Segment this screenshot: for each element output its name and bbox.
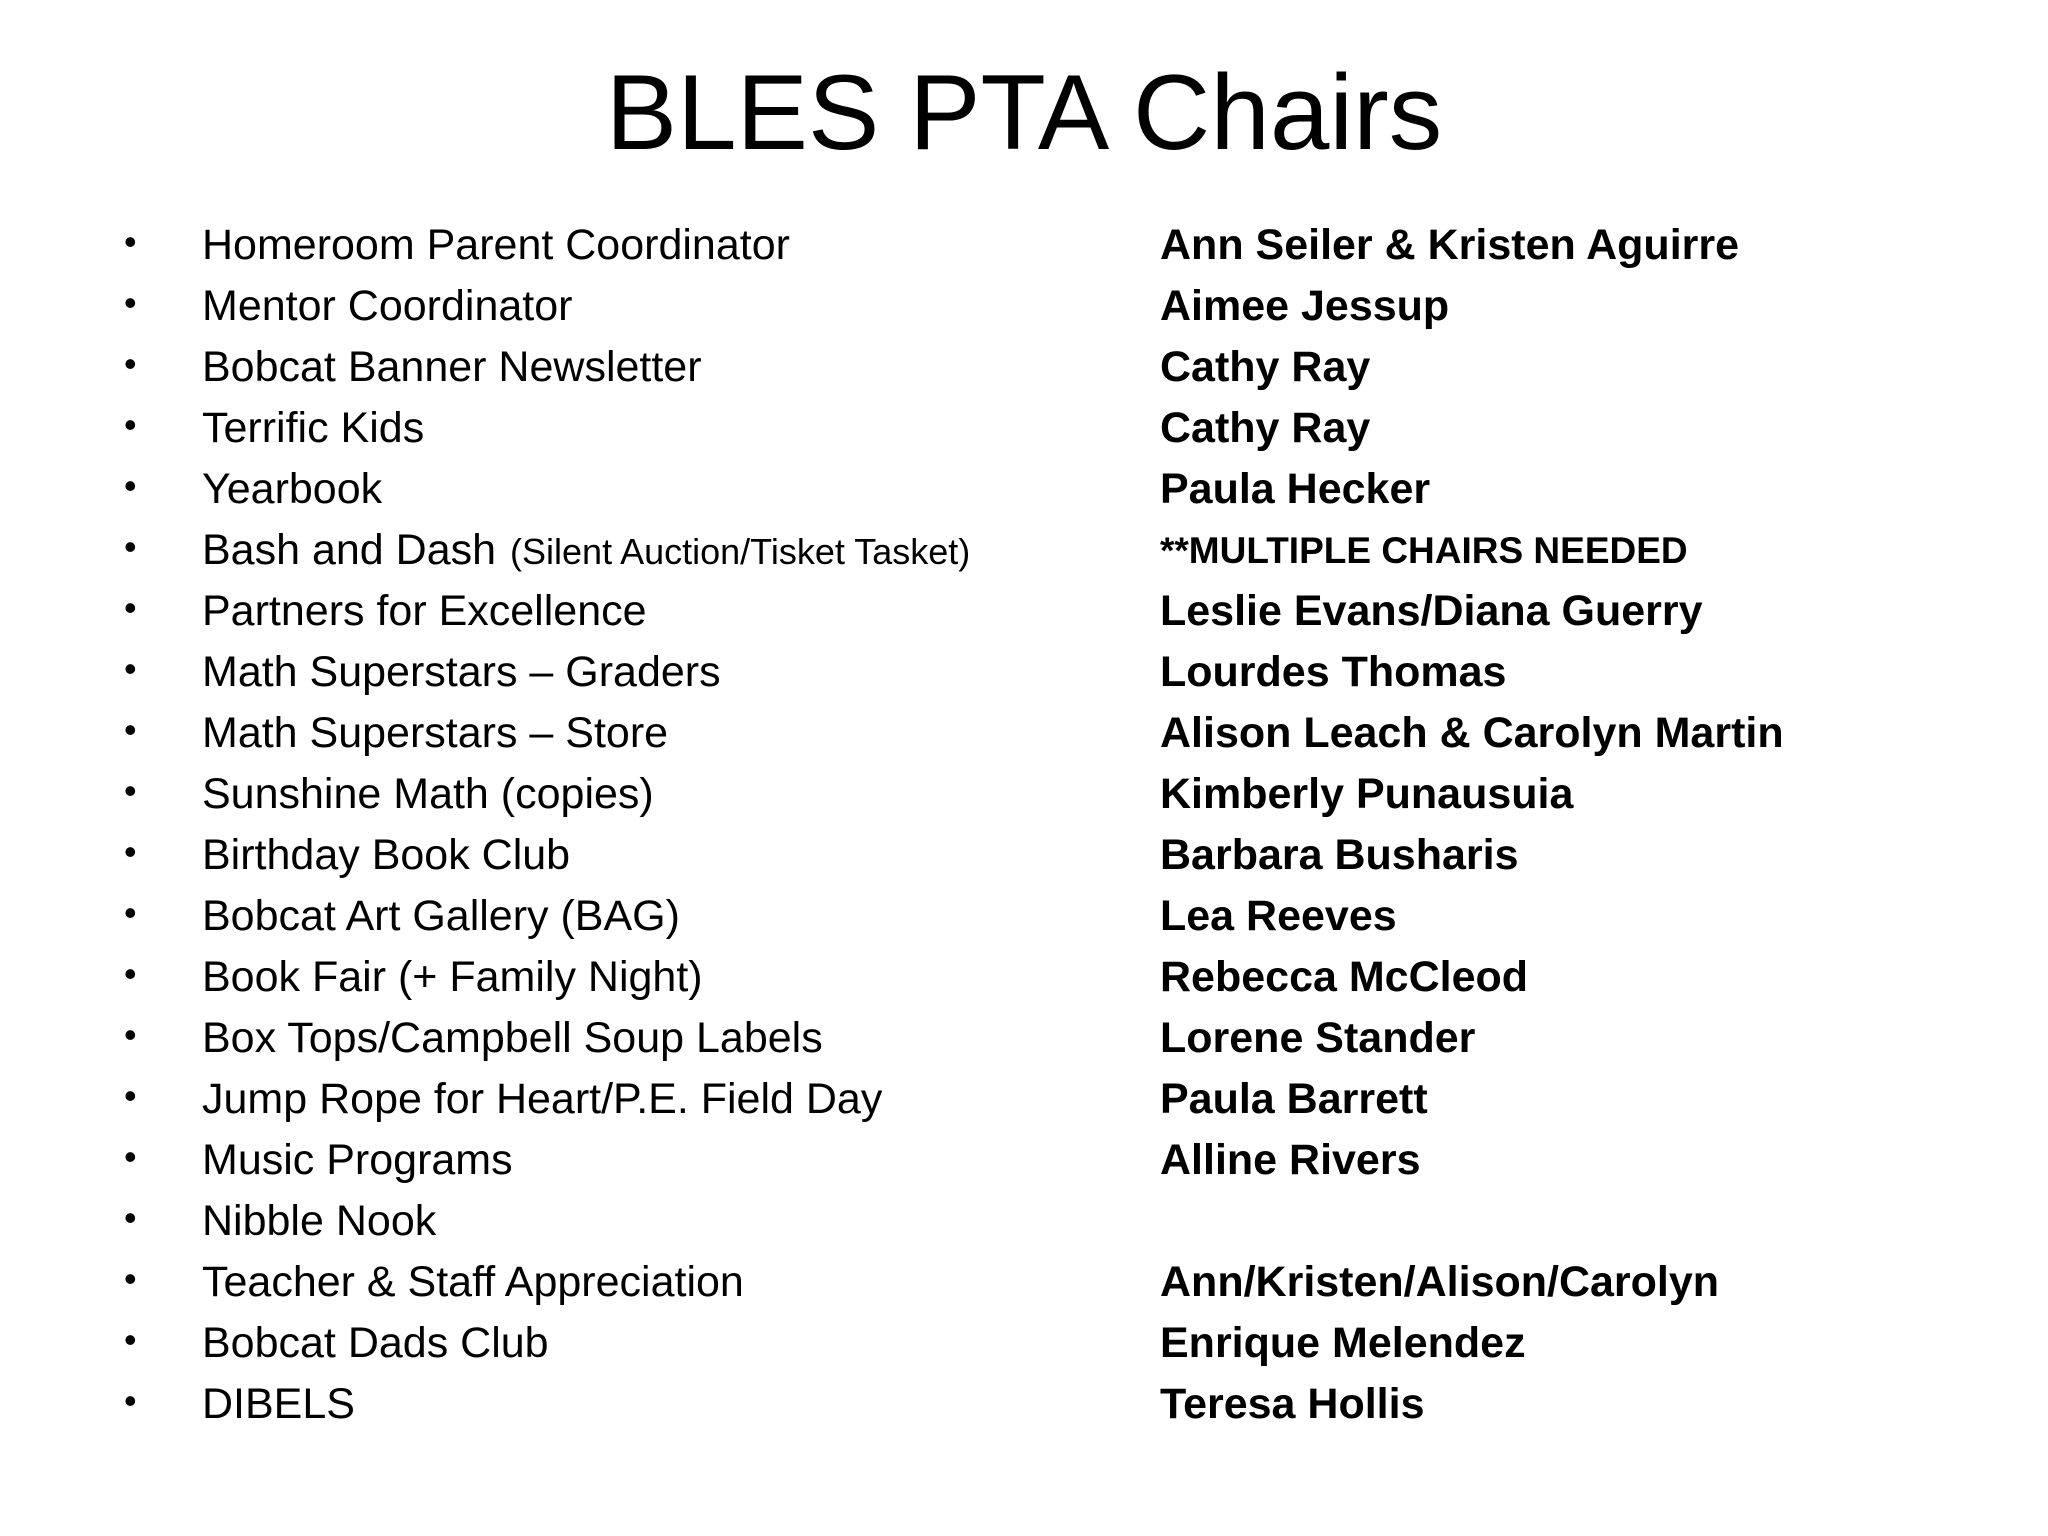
bullet: • [124,1319,137,1360]
chair-name: Alline Rivers [1160,1136,1421,1184]
chair-name: Lourdes Thomas [1160,648,1507,696]
bullet: • [124,1136,137,1177]
list-item [0,276,2048,337]
list-item [0,1130,2048,1191]
bullet: • [124,221,137,262]
role-label: Teacher & Staff Appreciation [202,1258,744,1306]
list-item [0,1374,2048,1435]
chair-name: Teresa Hollis [1160,1380,1425,1428]
chair-name: Cathy Ray [1160,404,1371,452]
bullet: • [124,1380,137,1421]
bullet: • [124,831,137,872]
list-item [0,1069,2048,1130]
chair-name: Paula Barrett [1160,1075,1428,1123]
role-label: Sunshine Math (copies) [202,770,654,818]
chair-name: **MULTIPLE CHAIRS NEEDED [1160,530,1688,571]
role-label: Birthday Book Club [202,831,571,879]
list-item [0,520,2048,581]
chair-name: Lea Reeves [1160,892,1397,940]
list-item [0,703,2048,764]
list-item [0,581,2048,642]
list-item [0,764,2048,825]
list-item [0,947,2048,1008]
list-item [0,1313,2048,1374]
role-label: Yearbook [202,465,383,513]
role-label: Bobcat Dads Club [202,1319,549,1367]
role-label: Bobcat Art Gallery (BAG) [202,892,680,940]
list-item [0,1008,2048,1069]
chair-name: Paula Hecker [1160,465,1431,513]
list-item [0,1191,2048,1252]
bullet: • [124,526,137,567]
role-label: Math Superstars – Graders [202,648,721,696]
list-item [0,642,2048,703]
role-label: Box Tops/Campbell Soup Labels [202,1014,823,1062]
role-label: Mentor Coordinator [202,282,573,330]
bullet: • [124,587,137,628]
chairs-list [0,215,2048,1435]
list-item [0,337,2048,398]
chair-name: Aimee Jessup [1160,282,1450,330]
chair-name: Lorene Stander [1160,1014,1476,1062]
list-item [0,398,2048,459]
bullet: • [124,953,137,994]
role-label: Terrific Kids [202,404,425,452]
bullet: • [124,1075,137,1116]
role-note: (Silent Auction/Tisket Tasket) [510,531,971,572]
role-label: Bobcat Banner Newsletter [202,343,702,391]
chair-name: Kimberly Punausuia [1160,770,1574,818]
chair-name: Leslie Evans/Diana Guerry [1160,587,1703,635]
role-label: Partners for Excellence [202,587,647,635]
role-label: Homeroom Parent Coordinator [202,221,790,269]
bullet: • [124,892,137,933]
list-item [0,886,2048,947]
chair-name: Alison Leach & Carolyn Martin [1160,709,1784,757]
role-label: Nibble Nook [202,1197,437,1245]
bullet: • [124,648,137,689]
bullet: • [124,1197,137,1238]
chair-name: Ann/Kristen/Alison/Carolyn [1160,1258,1720,1306]
role-label: Jump Rope for Heart/P.E. Field Day [202,1075,883,1123]
role-label: Math Superstars – Store [202,709,669,757]
chair-name: Barbara Busharis [1160,831,1519,879]
bullet: • [124,709,137,750]
bullet: • [124,770,137,811]
list-item [0,215,2048,276]
list-item [0,459,2048,520]
bullet: • [124,1258,137,1299]
list-item [0,1252,2048,1313]
bullet: • [124,465,137,506]
list-item [0,825,2048,886]
role-label: Music Programs [202,1136,513,1184]
role-label: DIBELS [202,1380,355,1428]
chair-name: Rebecca McCleod [1160,953,1529,1001]
bullet: • [124,1014,137,1055]
page-title: BLES PTA Chairs [605,52,1443,172]
bullet: • [124,343,137,384]
role-label: Book Fair (+ Family Night) [202,953,703,1001]
role-label: Bash and Dash (Silent Auction/Tisket Tasket) [202,526,971,574]
chair-name: Ann Seiler & Kristen Aguirre [1160,221,1740,269]
bullet: • [124,282,137,323]
chair-name: Cathy Ray [1160,343,1371,391]
bullet: • [124,404,137,445]
chair-name: Enrique Melendez [1160,1319,1526,1367]
